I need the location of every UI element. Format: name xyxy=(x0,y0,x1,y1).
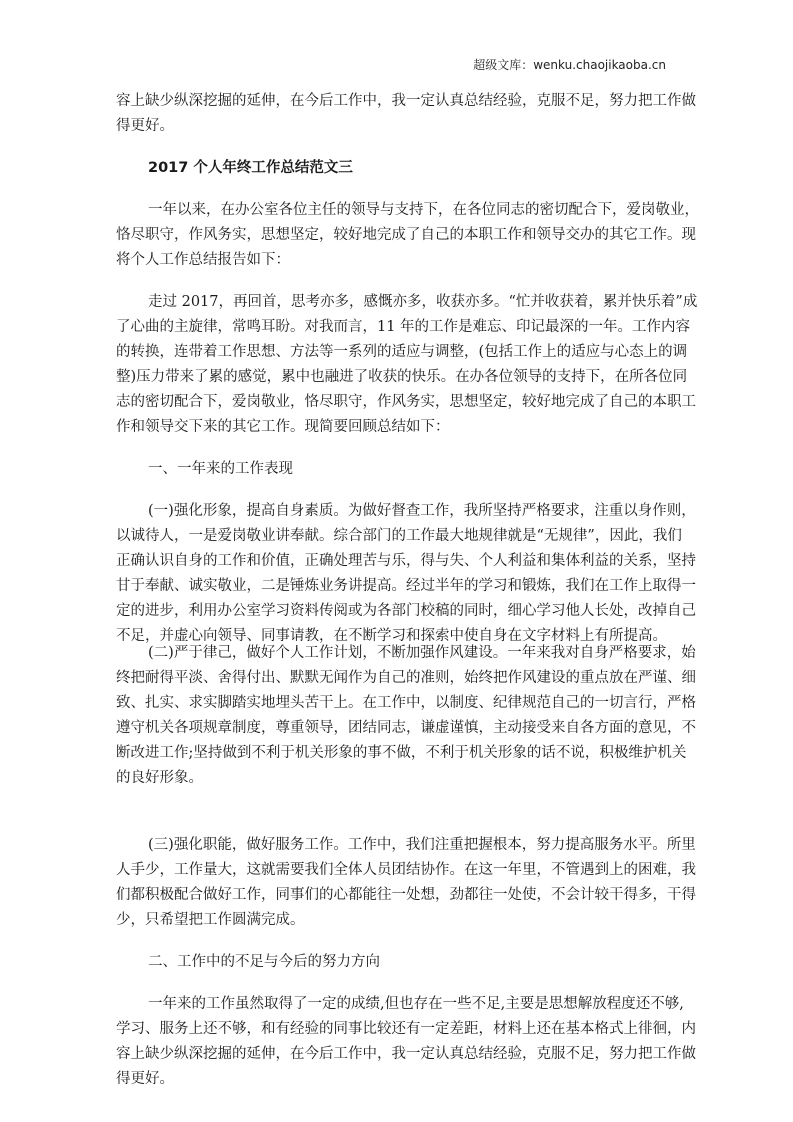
paragraph-item-3 xyxy=(116,833,696,933)
text-line: 终把耐得平淡、舍得付出、默默无闻作为自己的准则，始终把作风建设的重点放在严谨、细 xyxy=(116,670,696,686)
text-line: 志的密切配合下，爱岗敬业，恪尽职守，作风务实，思想坚定，较好地完成了自己的本职工 xyxy=(116,394,696,410)
section-heading-2: 二、工作中的不足与今后的努力方向 xyxy=(148,954,380,970)
text-line: 一年以来，在办公室各位主任的领导与支持下，在各位同志的密切配合下，爱岗敬业， xyxy=(148,202,699,218)
text-line: 们都积极配合做好工作，同事们的心都能往一处想，劲都往一处使，不会计较干得多，干得 xyxy=(116,887,696,903)
text-line: 一年来的工作虽然取得了一定的成绩,但也存在一些不足,主要是思想解放程度还不够, xyxy=(148,996,684,1012)
text-line: 容上缺少纵深挖掘的延伸，在今后工作中，我一定认真总结经验，克服不足，努力把工作做 xyxy=(116,93,696,109)
text-line: 整)压力带来了累的感觉，累中也融进了收获的快乐。在办各位领导的支持下，在所各位同 xyxy=(116,369,688,385)
paragraph-review xyxy=(116,290,698,440)
text-line: 作和领导交下来的其它工作。现简要回顾总结如下： xyxy=(116,419,450,435)
document-title: 2017 个人年终工作总结范文三 xyxy=(148,160,353,176)
text-line: 遵守机关各项规章制度，尊重领导，团结同志，谦虚谨慎，主动接受来自各方面的意见，不 xyxy=(116,720,696,736)
text-line: 少，只希望把工作圆满完成。 xyxy=(116,912,305,928)
text-line: 了心曲的主旋律，常鸣耳盼。对我而言，11 年的工作是难忘、印记最深的一年。工作内容 xyxy=(116,319,691,335)
text-line: 走过 2017，再回首，思考亦多，感慨亦多，收获亦多。“忙并收获着，累并快乐着”成 xyxy=(148,294,698,310)
text-line: (二)严于律己，做好个人工作计划，不断加强作风建设。一年来我对自身严格要求，始 xyxy=(148,645,696,661)
text-line: 正确认识自身的工作和价值，正确处理苦与乐，得与失、个人利益和集体利益的关系，坚持 xyxy=(116,553,696,569)
text-line: 断改进工作;坚持做到不利于机关形象的事不做，不利于机关形象的话不说，积极维护机关 xyxy=(116,745,687,761)
section-heading-1: 一、一年来的工作表现 xyxy=(148,461,293,477)
paragraph-intro xyxy=(116,198,699,273)
text-line: (一)强化形象，提高自身素质。为做好督查工作，我所坚持严格要求，注重以身作则， xyxy=(148,503,696,519)
text-line: 得更好。 xyxy=(116,1071,174,1087)
text-line: 容上缺少纵深挖掘的延伸，在今后工作中，我一定认真总结经验，克服不足，努力把工作做 xyxy=(116,1046,696,1062)
text-line: 的良好形象。 xyxy=(116,770,203,786)
paragraph-item-1 xyxy=(116,499,696,649)
paragraph-item-2 xyxy=(116,641,696,791)
page-header-source: 超级文库：wenku.chaojikaoba.cn xyxy=(473,58,666,72)
text-line: (三)强化职能，做好服务工作。工作中，我们注重把握根本，努力提高服务水平。所里 xyxy=(148,837,696,853)
text-line: 将个人工作总结报告如下： xyxy=(116,252,290,268)
text-line: 的转换，连带着工作思想、方法等一系列的适应与调整，(包括工作上的适应与心态上的调 xyxy=(116,344,688,360)
text-line: 不足，并虚心向领导、同事请教，在不断学习和探索中使自身在文字材料上有所提高。 xyxy=(116,628,667,644)
text-line: 以诚待人，一是爱岗敬业讲奉献。综合部门的工作最大地规律就是“无规律”，因此，我们 xyxy=(116,528,682,544)
text-line: 人手少，工作量大，这就需要我们全体人员团结协作。在这一年里，不管遇到上的困难，我 xyxy=(116,862,696,878)
text-line: 致、扎实、求实脚踏实地埋头苦干上。在工作中，以制度、纪律规范自己的一切言行，严格 xyxy=(116,695,696,711)
text-line: 定的进步，利用办公室学习资料传阅或为各部门校稿的同时，细心学习他人长处，改掉自己 xyxy=(116,603,696,619)
text-line: 恪尽职守，作风务实，思想坚定，较好地完成了自己的本职工作和领导交办的其它工作。现 xyxy=(116,227,696,243)
text-line: 甘于奉献、诚实敬业，二是锤炼业务讲提高。经过半年的学习和锻炼，我们在工作上取得一 xyxy=(116,578,696,594)
paragraph-shortcomings xyxy=(116,992,696,1092)
paragraph-continued xyxy=(116,89,696,139)
text-line: 得更好。 xyxy=(116,118,174,134)
text-line: 学习、服务上还不够，和有经验的同事比较还有一定差距，材料上还在基本格式上徘徊，内 xyxy=(116,1021,696,1037)
